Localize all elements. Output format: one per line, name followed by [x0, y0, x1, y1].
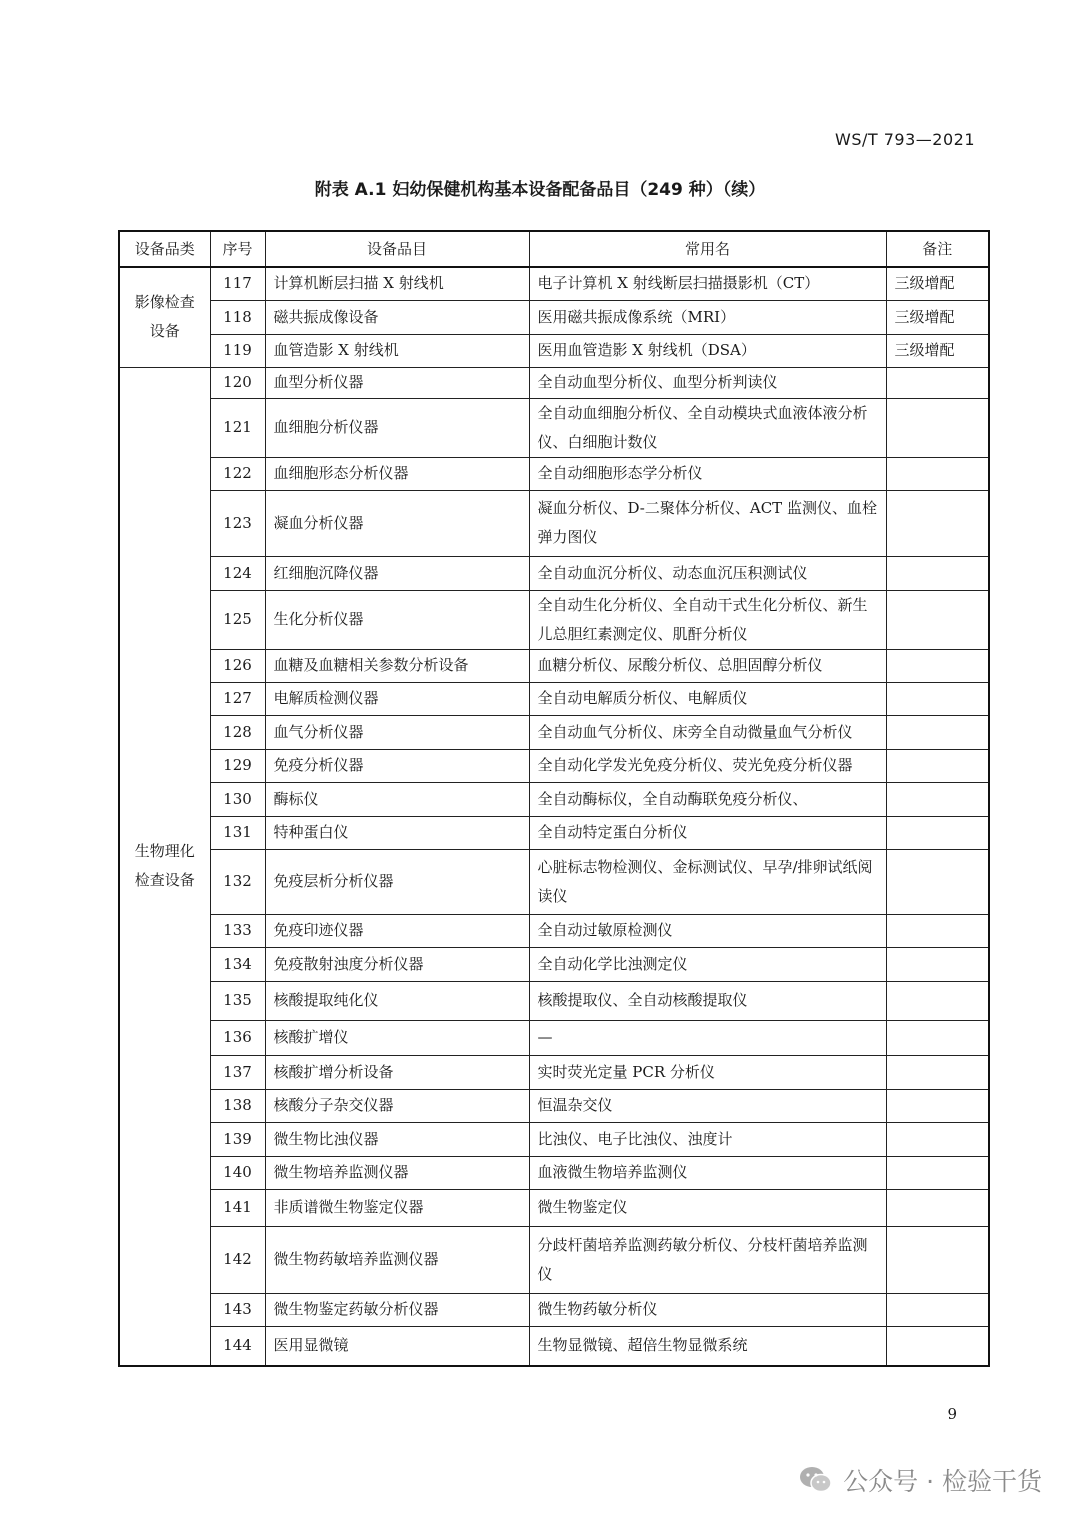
common-name-cell: 电子计算机 X 射线断层扫描摄影机（CT）: [529, 267, 886, 300]
column-header: 备注: [886, 231, 989, 267]
remark-cell: 三级增配: [886, 267, 989, 300]
common-name-cell: 全自动特定蛋白分析仪: [529, 816, 886, 849]
sequence-cell: 120: [210, 367, 265, 398]
common-name-cell: 血液微生物培养监测仪: [529, 1156, 886, 1189]
item-name-cell: 免疫分析仪器: [265, 749, 529, 782]
item-name-cell: 核酸扩增分析设备: [265, 1055, 529, 1089]
table-row: [119, 715, 989, 749]
sequence-cell: 124: [210, 556, 265, 590]
sequence-cell: 138: [210, 1089, 265, 1122]
item-name-cell: 医用显微镜: [265, 1326, 529, 1366]
common-name-cell: 全自动细胞形态学分析仪: [529, 457, 886, 490]
remark-cell: [886, 590, 989, 649]
table-title: 附表 A.1 妇幼保健机构基本设备配备品目（249 种）（续）: [314, 180, 766, 200]
table-row: [119, 782, 989, 816]
item-name-cell: 免疫散射浊度分析仪器: [265, 947, 529, 981]
remark-cell: [886, 1226, 989, 1293]
table-row: [119, 1326, 989, 1366]
remark-cell: [886, 367, 989, 398]
category-label: 设备: [149, 322, 180, 341]
sequence-cell: 129: [210, 749, 265, 782]
sequence-cell: 122: [210, 457, 265, 490]
table-row: [119, 1122, 989, 1156]
item-name-cell: 血细胞分析仪器: [265, 398, 529, 457]
sequence-cell: 141: [210, 1189, 265, 1226]
sequence-cell: 118: [210, 300, 265, 334]
table-row: [119, 556, 989, 590]
table-row: [119, 1020, 989, 1055]
table-row: [119, 947, 989, 981]
column-header: 序号: [210, 231, 265, 267]
document-code: WS/T 793—2021: [835, 130, 975, 149]
remark-cell: [886, 457, 989, 490]
table-row: [119, 1293, 989, 1326]
item-name-cell: 红细胞沉降仪器: [265, 556, 529, 590]
sequence-cell: 144: [210, 1326, 265, 1366]
item-name-cell: 微生物培养监测仪器: [265, 1156, 529, 1189]
table-row: [119, 1189, 989, 1226]
item-name-cell: 核酸分子杂交仪器: [265, 1089, 529, 1122]
table-row: [119, 816, 989, 849]
item-name-cell: 血糖及血糖相关参数分析设备: [265, 649, 529, 682]
common-name-cell: 生物显微镜、超倍生物显微系统: [529, 1326, 886, 1366]
table-row: [119, 914, 989, 947]
remark-cell: [886, 1326, 989, 1366]
sequence-cell: 130: [210, 782, 265, 816]
sequence-cell: 140: [210, 1156, 265, 1189]
sequence-cell: 121: [210, 398, 265, 457]
item-name-cell: 磁共振成像设备: [265, 300, 529, 334]
common-name-cell: 微生物药敏分析仪: [529, 1293, 886, 1326]
item-name-cell: 血管造影 X 射线机: [265, 334, 529, 367]
common-name-cell: 医用磁共振成像系统（MRI）: [529, 300, 886, 334]
sequence-cell: 123: [210, 490, 265, 556]
item-name-cell: 电解质检测仪器: [265, 682, 529, 715]
table-header-row: [119, 231, 989, 267]
remark-cell: [886, 914, 989, 947]
sequence-cell: 117: [210, 267, 265, 300]
common-name-cell: —: [529, 1020, 886, 1055]
common-name-cell: 核酸提取仪、全自动核酸提取仪: [529, 981, 886, 1020]
item-name-cell: 核酸提取纯化仪: [265, 981, 529, 1020]
remark-cell: [886, 816, 989, 849]
table-row: [119, 398, 989, 457]
item-name-cell: 计算机断层扫描 X 射线机: [265, 267, 529, 300]
sequence-cell: 131: [210, 816, 265, 849]
item-name-cell: 非质谱微生物鉴定仪器: [265, 1189, 529, 1226]
item-name-cell: 血气分析仪器: [265, 715, 529, 749]
table-row: [119, 267, 989, 300]
remark-cell: [886, 1089, 989, 1122]
remark-cell: [886, 1055, 989, 1089]
common-name-cell: 血糖分析仪、尿酸分析仪、总胆固醇分析仪: [529, 649, 886, 682]
item-name-cell: 核酸扩增仪: [265, 1020, 529, 1055]
sequence-cell: 133: [210, 914, 265, 947]
common-name-cell: 恒温杂交仪: [529, 1089, 886, 1122]
item-name-cell: 血细胞形态分析仪器: [265, 457, 529, 490]
table-row: [119, 490, 989, 556]
table-row: [119, 367, 989, 398]
common-name-cell: 分歧杆菌培养监测药敏分析仪、分枝杆菌培养监测仪: [529, 1226, 886, 1293]
wechat-icon: [799, 1465, 833, 1495]
common-name-cell: 全自动生化分析仪、全自动干式生化分析仪、新生儿总胆红素测定仪、肌酐分析仪: [529, 590, 886, 649]
table-row: [119, 849, 989, 914]
category-label: 生物理化: [134, 842, 195, 861]
sequence-cell: 134: [210, 947, 265, 981]
common-name-cell: 全自动化学发光免疫分析仪、荧光免疫分析仪器: [529, 749, 886, 782]
table-row: [119, 1156, 989, 1189]
sequence-cell: 125: [210, 590, 265, 649]
remark-cell: [886, 715, 989, 749]
remark-cell: [886, 947, 989, 981]
remark-cell: [886, 556, 989, 590]
watermark: [799, 1462, 1042, 1498]
category-cell: [119, 267, 210, 367]
remark-cell: [886, 849, 989, 914]
item-name-cell: 生化分析仪器: [265, 590, 529, 649]
common-name-cell: 医用血管造影 X 射线机（DSA）: [529, 334, 886, 367]
remark-cell: 三级增配: [886, 334, 989, 367]
common-name-cell: 全自动血型分析仪、血型分析判读仪: [529, 367, 886, 398]
item-name-cell: 免疫印迹仪器: [265, 914, 529, 947]
table-row: [119, 749, 989, 782]
table-row: [119, 682, 989, 715]
remark-cell: [886, 981, 989, 1020]
table-row: [119, 590, 989, 649]
remark-cell: [886, 1189, 989, 1226]
remark-cell: [886, 682, 989, 715]
category-cell: [119, 367, 210, 1366]
sequence-cell: 143: [210, 1293, 265, 1326]
table-row: [119, 649, 989, 682]
sequence-cell: 139: [210, 1122, 265, 1156]
table-row: [119, 981, 989, 1020]
column-header: 常用名: [529, 231, 886, 267]
common-name-cell: 凝血分析仪、D-二聚体分析仪、ACT 监测仪、血栓弹力图仪: [529, 490, 886, 556]
common-name-cell: 实时荧光定量 PCR 分析仪: [529, 1055, 886, 1089]
sequence-cell: 126: [210, 649, 265, 682]
remark-cell: [886, 1020, 989, 1055]
item-name-cell: 特种蛋白仪: [265, 816, 529, 849]
common-name-cell: 比浊仪、电子比浊仪、浊度计: [529, 1122, 886, 1156]
category-label: 检查设备: [134, 871, 195, 890]
column-header: 设备品类: [119, 231, 210, 267]
sequence-cell: 136: [210, 1020, 265, 1055]
sequence-cell: 142: [210, 1226, 265, 1293]
sequence-cell: 132: [210, 849, 265, 914]
page-number: 9: [947, 1405, 957, 1423]
common-name-cell: 全自动电解质分析仪、电解质仪: [529, 682, 886, 715]
item-name-cell: 免疫层析分析仪器: [265, 849, 529, 914]
item-name-cell: 凝血分析仪器: [265, 490, 529, 556]
item-name-cell: 血型分析仪器: [265, 367, 529, 398]
item-name-cell: 微生物药敏培养监测仪器: [265, 1226, 529, 1293]
table-row: [119, 300, 989, 334]
column-header: 设备品目: [265, 231, 529, 267]
table-row: [119, 1226, 989, 1293]
category-label: 影像检查: [134, 293, 195, 312]
common-name-cell: 全自动血沉分析仪、动态血沉压积测试仪: [529, 556, 886, 590]
table-row: [119, 334, 989, 367]
remark-cell: [886, 398, 989, 457]
common-name-cell: 全自动酶标仪，全自动酶联免疫分析仪、: [529, 782, 886, 816]
common-name-cell: 全自动化学比浊测定仪: [529, 947, 886, 981]
sequence-cell: 119: [210, 334, 265, 367]
remark-cell: [886, 490, 989, 556]
remark-cell: [886, 782, 989, 816]
sequence-cell: 127: [210, 682, 265, 715]
sequence-cell: 137: [210, 1055, 265, 1089]
remark-cell: 三级增配: [886, 300, 989, 334]
table-row: [119, 1089, 989, 1122]
common-name-cell: 全自动血气分析仪、床旁全自动微量血气分析仪: [529, 715, 886, 749]
equipment-table: [118, 230, 990, 1367]
item-name-cell: 微生物比浊仪器: [265, 1122, 529, 1156]
common-name-cell: 心脏标志物检测仪、金标测试仪、早孕/排卵试纸阅读仪: [529, 849, 886, 914]
remark-cell: [886, 1156, 989, 1189]
remark-cell: [886, 749, 989, 782]
common-name-cell: 微生物鉴定仪: [529, 1189, 886, 1226]
sequence-cell: 128: [210, 715, 265, 749]
remark-cell: [886, 649, 989, 682]
remark-cell: [886, 1122, 989, 1156]
table-row: [119, 1055, 989, 1089]
item-name-cell: 酶标仪: [265, 782, 529, 816]
remark-cell: [886, 1293, 989, 1326]
watermark-text: 公众号 · 检验干货: [843, 1467, 1042, 1496]
sequence-cell: 135: [210, 981, 265, 1020]
item-name-cell: 微生物鉴定药敏分析仪器: [265, 1293, 529, 1326]
common-name-cell: 全自动过敏原检测仪: [529, 914, 886, 947]
table-row: [119, 457, 989, 490]
common-name-cell: 全自动血细胞分析仪、全自动模块式血液体液分析仪、白细胞计数仪: [529, 398, 886, 457]
